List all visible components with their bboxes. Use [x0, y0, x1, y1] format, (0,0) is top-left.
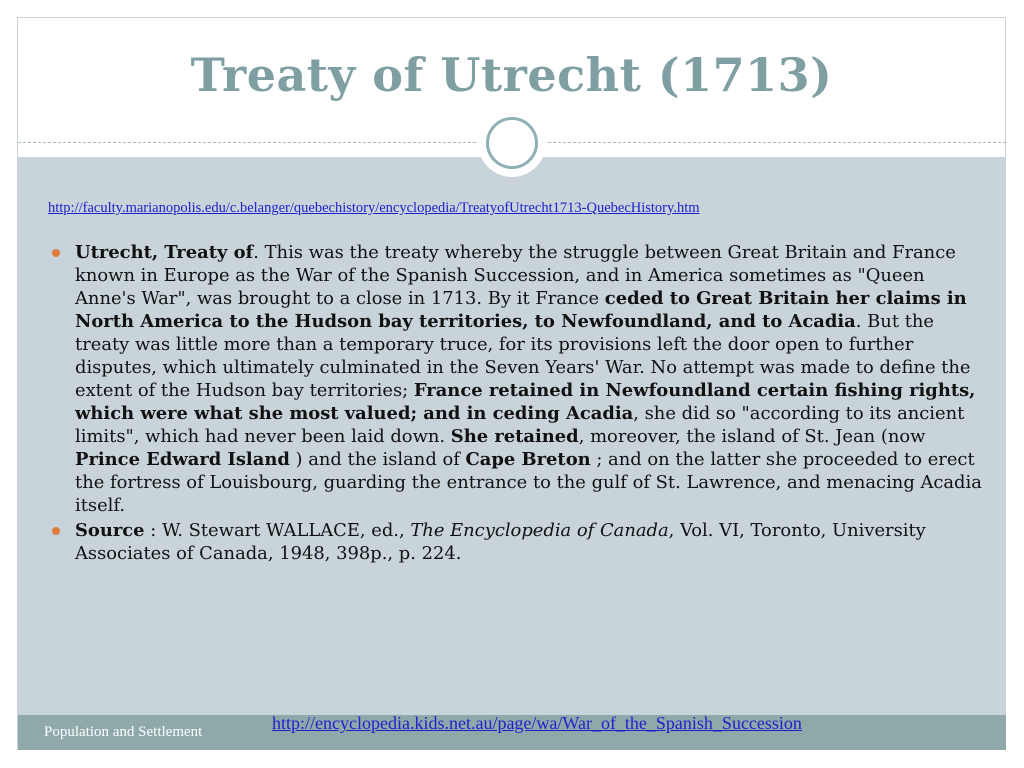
bullet-run: ceded to Great Britain her claims in North America to the Hudson bay territories, to Newfoundland, and to Acadia [75, 288, 967, 332]
bullet-item-source [52, 519, 982, 565]
bullet-run: : W. Stewart WALLACE, ed., [144, 520, 411, 541]
bullet-run: , Vol. VI, Toronto, University Associates of Canada, 1948, 398p., p. 224. [75, 520, 926, 564]
bullet-run: , she did so "according to its ancient limits", which had never been laid down. [75, 403, 965, 447]
bullet-list [52, 241, 982, 567]
bullet-run: Prince Edward Island [75, 449, 290, 470]
source-link[interactable]: http://faculty.marianopolis.edu/c.belanger/quebechistory/encyclopedia/TreatyofUtrecht1713-QuebecHistory.htm [48, 200, 700, 216]
bullet-run: The Encyclopedia of Canada [410, 520, 669, 541]
bullet-icon [52, 249, 60, 257]
bullet-run: Cape Breton [465, 449, 591, 470]
bullet-run: Utrecht, Treaty of [75, 242, 254, 263]
footer-link[interactable]: http://encyclopedia.kids.net.au/page/wa/War_of_the_Spanish_Succession [272, 713, 802, 733]
bullet-run: France retained in Newfoundland certain fishing rights, which were what she most valued; and in ceding Acadia [75, 380, 976, 424]
bullet-run: , moreover, the island of St. Jean (now [578, 426, 926, 447]
bullet-run: . But the treaty was little more than a temporary truce, for its provisions left the door open to further disputes, which ultimately culminated in the Seven Years' War. No attempt was made to define the extent of the Hudson bay territories; [75, 311, 971, 401]
bullet-run: She retained [450, 426, 579, 447]
bullet-run: ; and on the latter she proceeded to erect the fortress of Louisbourg, guarding the entrance to the gulf of St. Lawrence, and menacing Acadia itself. [75, 449, 982, 516]
bullet-run: ) and the island of [289, 449, 466, 470]
bullet-run: Source [75, 520, 145, 541]
bullet-icon [52, 527, 60, 535]
slide-title: Treaty of Utrecht (1713) [190, 48, 833, 102]
bullet-run: . This was the treaty whereby the struggle between Great Britain and France known in Europe as the War of the Spanish Succession, and in America sometimes as "Queen Anne's War", was brought to a close in 1713. By it France [75, 242, 956, 309]
bullet-text [75, 520, 926, 564]
bullet-text [75, 242, 982, 516]
footer-label: Population and Settlement [44, 724, 203, 740]
bullet-item-treaty [52, 241, 982, 517]
circle-ring-icon [486, 117, 538, 169]
